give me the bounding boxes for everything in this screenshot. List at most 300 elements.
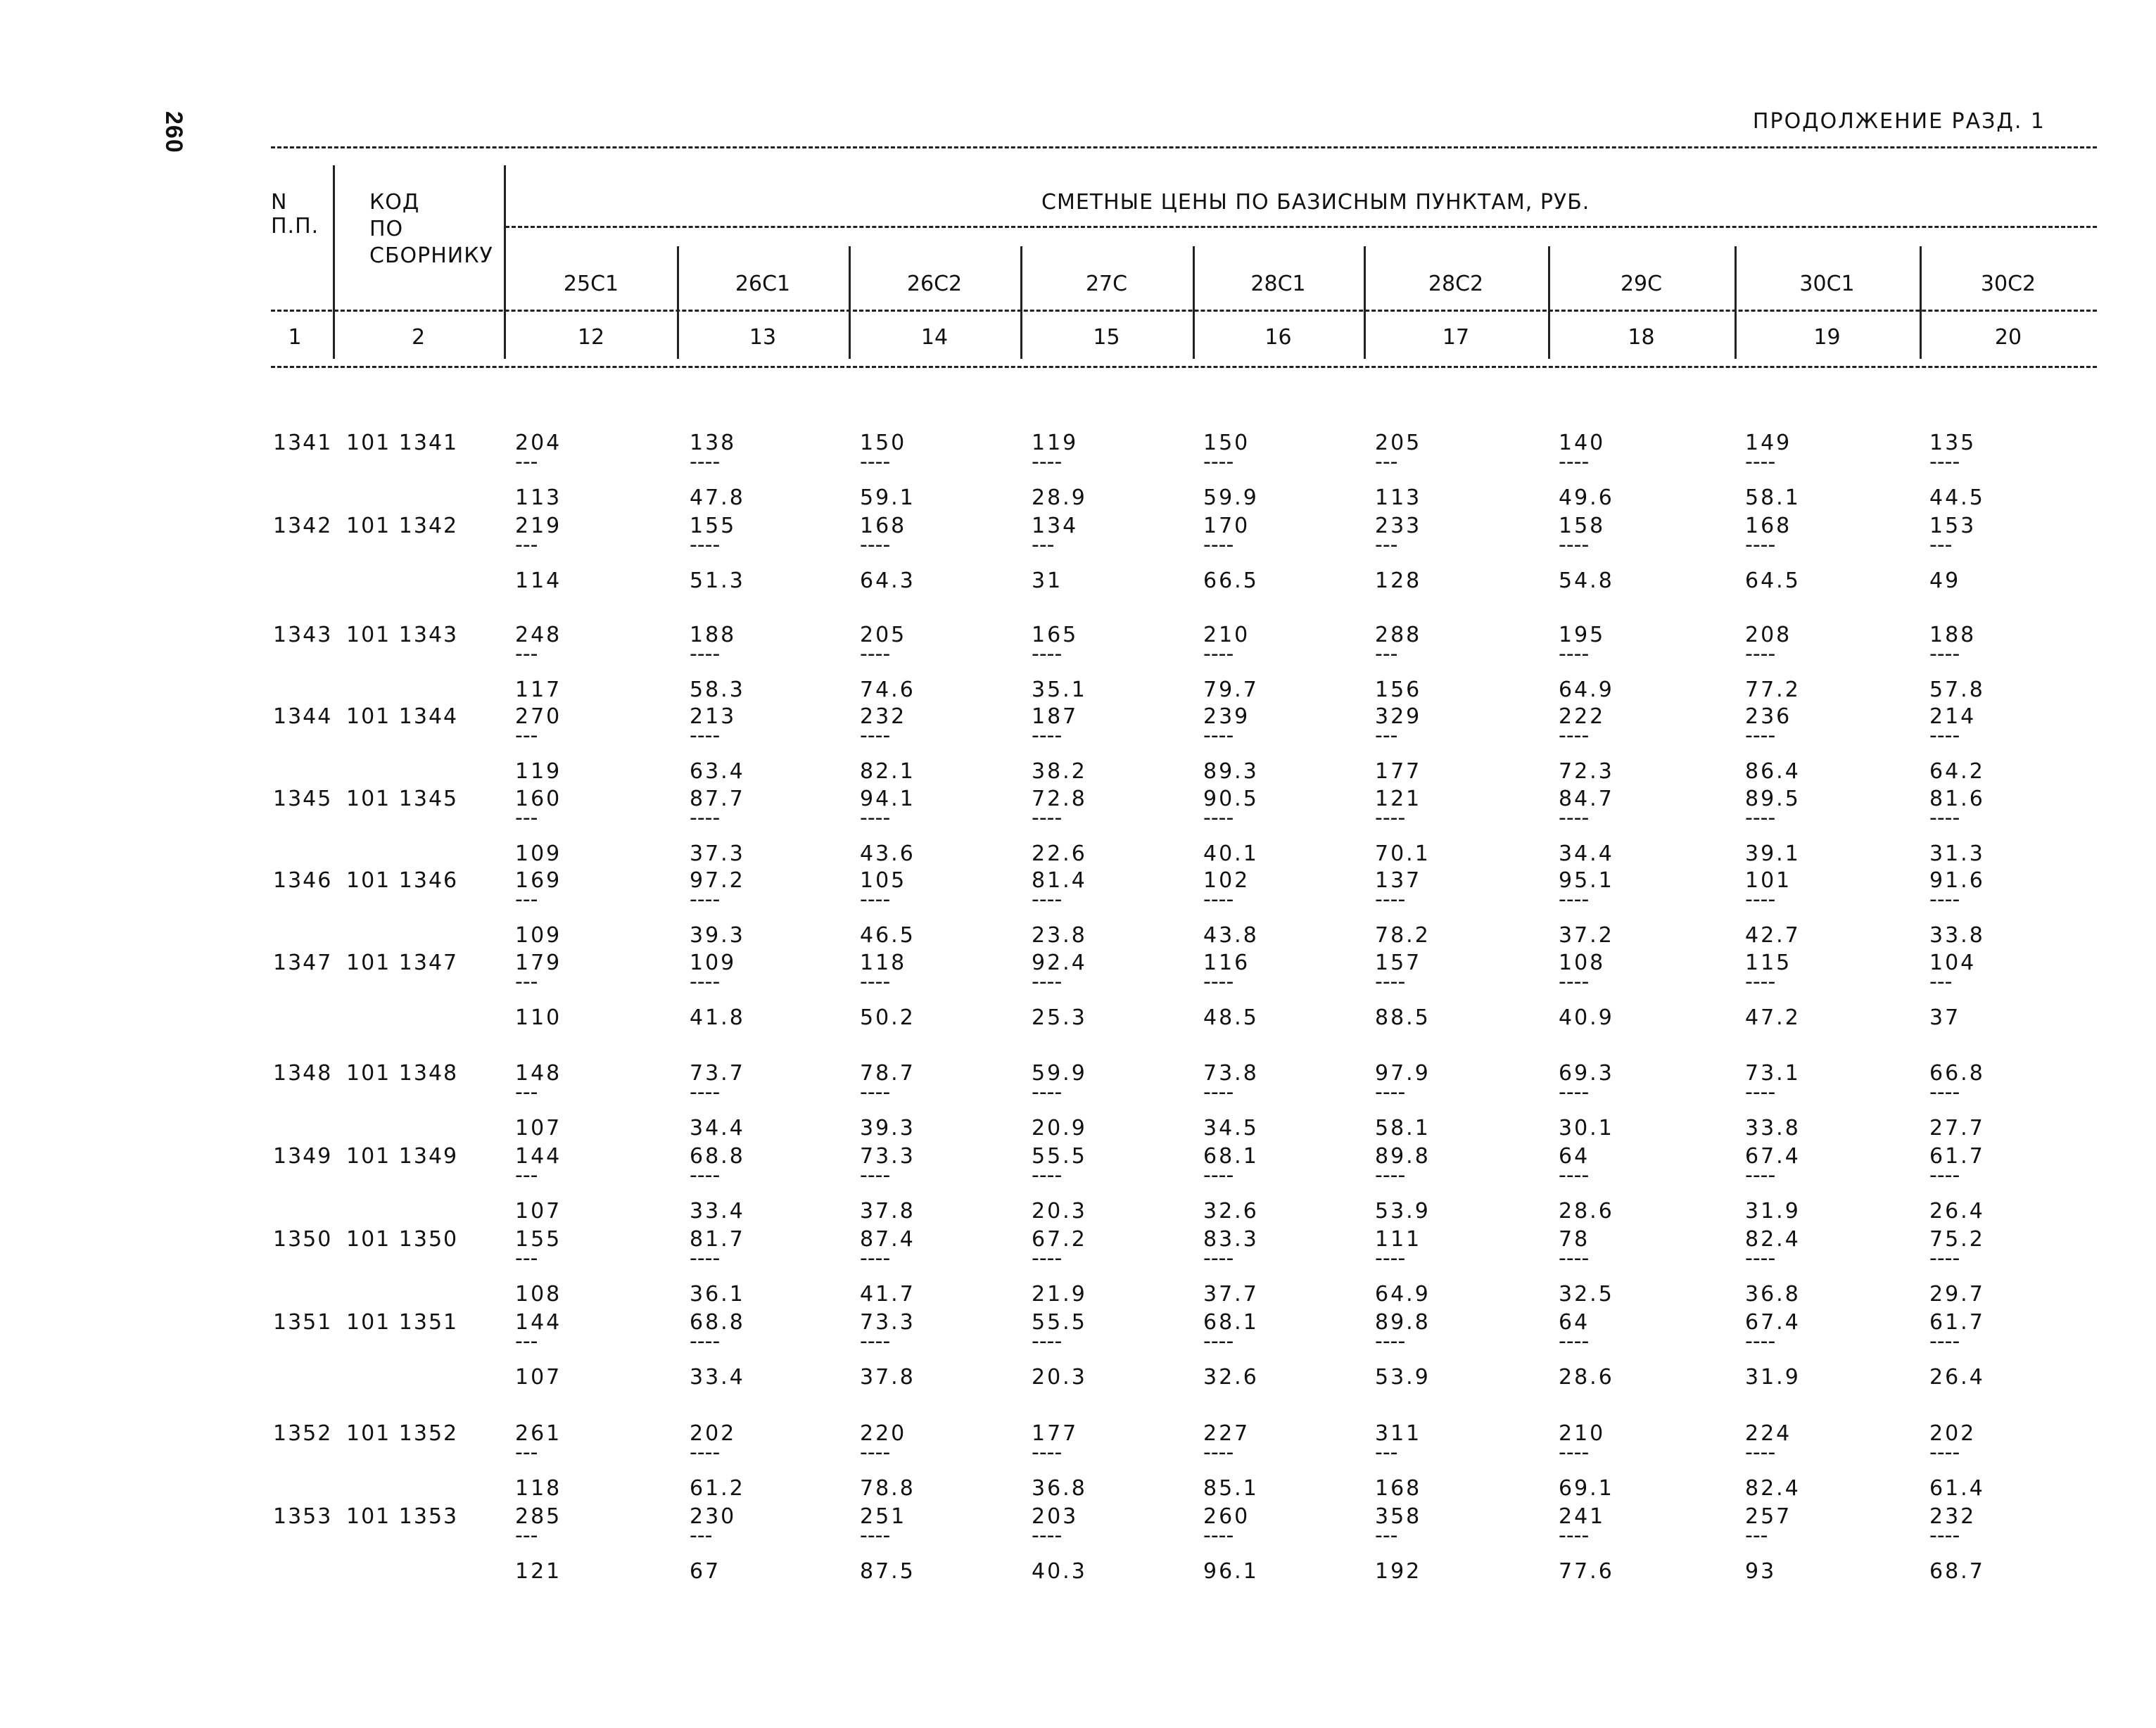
fraction-bar: --- xyxy=(515,1163,538,1188)
fraction-bar: ---- xyxy=(690,723,721,748)
col-code-line1: КОД xyxy=(369,190,420,215)
fraction-bar: ---- xyxy=(1032,1440,1063,1465)
fraction-bar: ---- xyxy=(1203,1329,1234,1354)
price-numerator: 150 xyxy=(860,431,907,455)
price-denominator: 121 xyxy=(515,1559,562,1584)
price-numerator: 91.6 xyxy=(1929,868,1985,893)
fraction-bar: --- xyxy=(1375,1440,1398,1465)
fraction-bar: ---- xyxy=(1745,1329,1776,1354)
price-denominator: 32.5 xyxy=(1559,1282,1614,1307)
price-denominator: 57.8 xyxy=(1929,678,1985,702)
price-denominator: 34.5 xyxy=(1203,1116,1259,1141)
fraction-bar: ---- xyxy=(1559,450,1590,474)
price-numerator: 205 xyxy=(860,623,907,647)
price-denominator: 37 xyxy=(1929,1005,1961,1030)
price-denominator: 40.3 xyxy=(1032,1559,1087,1584)
fraction-bar: ---- xyxy=(1032,450,1063,474)
price-denominator: 37.7 xyxy=(1203,1282,1259,1307)
price-denominator: 118 xyxy=(515,1476,562,1501)
price-numerator: 138 xyxy=(690,431,737,455)
price-numerator: 155 xyxy=(515,1227,562,1252)
price-denominator: 109 xyxy=(515,923,562,948)
price-denominator: 78.2 xyxy=(1375,923,1431,948)
price-denominator: 27.7 xyxy=(1929,1116,1985,1141)
fraction-bar: ---- xyxy=(1559,723,1590,748)
price-numerator: 108 xyxy=(1559,951,1606,975)
price-denominator: 58.1 xyxy=(1375,1116,1431,1141)
fraction-bar: ---- xyxy=(1745,1246,1776,1271)
fraction-bar: ---- xyxy=(1559,970,1590,994)
price-numerator: 111 xyxy=(1375,1227,1422,1252)
price-numerator: 115 xyxy=(1745,951,1792,975)
price-numerator: 95.1 xyxy=(1559,868,1614,893)
price-numerator: 90.5 xyxy=(1203,787,1259,811)
price-numerator: 248 xyxy=(515,623,562,647)
price-numerator: 177 xyxy=(1032,1421,1079,1446)
price-denominator: 31.3 xyxy=(1929,841,1985,866)
price-denominator: 53.9 xyxy=(1375,1365,1431,1390)
price-denominator: 31.9 xyxy=(1745,1365,1801,1390)
fraction-bar: ---- xyxy=(1375,806,1406,830)
price-denominator: 110 xyxy=(515,1005,562,1030)
price-denominator: 82.1 xyxy=(860,759,915,784)
price-denominator: 44.5 xyxy=(1929,485,1985,510)
price-numerator: 144 xyxy=(515,1144,562,1169)
price-denominator: 37.3 xyxy=(690,841,745,866)
fraction-bar: ---- xyxy=(1203,723,1234,748)
fraction-bar: ---- xyxy=(1375,1163,1406,1188)
price-denominator: 108 xyxy=(515,1282,562,1307)
price-numerator: 158 xyxy=(1559,514,1606,538)
fraction-bar: ---- xyxy=(690,1246,721,1271)
fraction-bar: ---- xyxy=(1032,723,1063,748)
price-numerator: 169 xyxy=(515,868,562,893)
price-numerator: 219 xyxy=(515,514,562,538)
fraction-bar: ---- xyxy=(860,1246,891,1271)
fraction-bar: ---- xyxy=(1745,642,1776,666)
group-rule xyxy=(505,226,2097,228)
price-denominator: 23.8 xyxy=(1032,923,1087,948)
fraction-bar: ---- xyxy=(690,1329,721,1354)
fraction-bar: --- xyxy=(515,1080,538,1105)
row-number: 1350 xyxy=(273,1227,333,1252)
price-numerator: 73.3 xyxy=(860,1144,915,1169)
row-code: 101 1344 xyxy=(346,704,459,729)
row-number: 1352 xyxy=(273,1421,333,1446)
fraction-bar: ---- xyxy=(1559,806,1590,830)
price-denominator: 77.6 xyxy=(1559,1559,1614,1584)
fraction-bar: ---- xyxy=(1375,1246,1406,1271)
price-denominator: 53.9 xyxy=(1375,1199,1431,1224)
price-denominator: 20.9 xyxy=(1032,1116,1087,1141)
price-denominator: 39.3 xyxy=(690,923,745,948)
fraction-bar: ---- xyxy=(1203,970,1234,994)
price-numerator: 92.4 xyxy=(1032,951,1087,975)
row-code: 101 1345 xyxy=(346,787,459,811)
row-code: 101 1349 xyxy=(346,1144,459,1169)
price-denominator: 74.6 xyxy=(860,678,915,702)
price-numerator: 144 xyxy=(515,1310,562,1335)
price-numerator: 89.8 xyxy=(1375,1310,1431,1335)
row-number: 1353 xyxy=(273,1504,333,1529)
price-numerator: 75.2 xyxy=(1929,1227,1985,1252)
row-number: 1342 xyxy=(273,514,333,538)
price-denominator: 39.3 xyxy=(860,1116,915,1141)
price-numerator: 203 xyxy=(1032,1504,1079,1529)
fraction-bar: ---- xyxy=(1929,1523,1960,1548)
row-code: 101 1348 xyxy=(346,1061,459,1086)
fraction-bar: ---- xyxy=(1032,1523,1063,1548)
price-denominator: 50.2 xyxy=(860,1005,915,1030)
price-denominator: 34.4 xyxy=(1559,841,1614,866)
fraction-bar: ---- xyxy=(1203,533,1234,557)
price-numerator: 205 xyxy=(1375,431,1422,455)
fraction-bar: ---- xyxy=(860,887,891,912)
fraction-bar: ---- xyxy=(860,1080,891,1105)
price-numerator: 140 xyxy=(1559,431,1606,455)
price-numerator: 270 xyxy=(515,704,562,729)
price-denominator: 59.1 xyxy=(860,485,915,510)
price-denominator: 20.3 xyxy=(1032,1365,1087,1390)
price-denominator: 156 xyxy=(1375,678,1422,702)
price-numerator: 87.4 xyxy=(860,1227,915,1252)
price-numerator: 134 xyxy=(1032,514,1079,538)
price-denominator: 38.2 xyxy=(1032,759,1087,784)
fraction-bar: ---- xyxy=(860,1440,891,1465)
price-numerator: 81.4 xyxy=(1032,868,1087,893)
fraction-bar: ---- xyxy=(690,1440,721,1465)
fraction-bar: ---- xyxy=(1745,533,1776,557)
fraction-bar: ---- xyxy=(690,970,721,994)
fraction-bar: ---- xyxy=(1032,1163,1063,1188)
price-denominator: 32.6 xyxy=(1203,1199,1259,1224)
price-numerator: 68.1 xyxy=(1203,1310,1259,1335)
fraction-bar: --- xyxy=(515,806,538,830)
price-denominator: 70.1 xyxy=(1375,841,1431,866)
price-denominator: 33.4 xyxy=(690,1365,745,1390)
row-number: 1349 xyxy=(273,1144,333,1169)
price-numerator: 78.7 xyxy=(860,1061,915,1086)
price-denominator: 47.2 xyxy=(1745,1005,1801,1030)
col-code-line3: СБОРНИКУ xyxy=(369,243,493,268)
price-numerator: 105 xyxy=(860,868,907,893)
fraction-bar: ---- xyxy=(1032,1246,1063,1271)
price-denominator: 40.1 xyxy=(1203,841,1259,866)
price-denominator: 107 xyxy=(515,1116,562,1141)
price-numerator: 73.8 xyxy=(1203,1061,1259,1086)
price-denominator: 22.6 xyxy=(1032,841,1087,866)
price-col-header: 26С2 xyxy=(906,272,963,296)
fraction-bar: --- xyxy=(1745,1523,1768,1548)
price-numerator: 170 xyxy=(1203,514,1250,538)
fraction-bar: ---- xyxy=(1929,723,1960,748)
price-denominator: 31.9 xyxy=(1745,1199,1801,1224)
price-numerator: 204 xyxy=(515,431,562,455)
price-numerator: 188 xyxy=(690,623,737,647)
price-denominator: 48.5 xyxy=(1203,1005,1259,1030)
price-denominator: 168 xyxy=(1375,1476,1422,1501)
price-numerator: 81.7 xyxy=(690,1227,745,1252)
price-denominator: 67 xyxy=(690,1559,721,1584)
fraction-bar: ---- xyxy=(690,806,721,830)
price-denominator: 107 xyxy=(515,1199,562,1224)
fraction-bar: ---- xyxy=(1929,1440,1960,1465)
group-title: СМЕТНЫЕ ЦЕНЫ ПО БАЗИСНЫМ ПУНКТАМ, РУБ. xyxy=(1041,190,1590,215)
col-n-line1: N xyxy=(271,190,288,215)
price-denominator: 113 xyxy=(515,485,562,510)
column-number: 20 xyxy=(1994,325,2022,350)
price-numerator: 153 xyxy=(1929,514,1977,538)
price-denominator: 64.5 xyxy=(1745,568,1801,593)
price-numerator: 101 xyxy=(1745,868,1792,893)
fraction-bar: ---- xyxy=(860,450,891,474)
price-denominator: 33.4 xyxy=(690,1199,745,1224)
row-number: 1341 xyxy=(273,431,333,455)
fraction-bar: ---- xyxy=(1745,806,1776,830)
price-denominator: 96.1 xyxy=(1203,1559,1259,1584)
price-denominator: 64.9 xyxy=(1559,678,1614,702)
row-number: 1346 xyxy=(273,868,333,893)
fraction-bar: ---- xyxy=(1032,642,1063,666)
fraction-bar: ---- xyxy=(1032,806,1063,830)
header-mid-rule xyxy=(271,310,2097,312)
price-numerator: 213 xyxy=(690,704,737,729)
fraction-bar: ---- xyxy=(1929,806,1960,830)
price-denominator: 29.7 xyxy=(1929,1282,1985,1307)
price-col-header: 25С1 xyxy=(563,272,619,296)
fraction-bar: ---- xyxy=(1559,1523,1590,1548)
price-denominator: 64.2 xyxy=(1929,759,1985,784)
price-numerator: 148 xyxy=(515,1061,562,1086)
fraction-bar: ---- xyxy=(1203,887,1234,912)
column-number: 18 xyxy=(1628,325,1655,350)
price-denominator: 34.4 xyxy=(690,1116,745,1141)
price-denominator: 35.1 xyxy=(1032,678,1087,702)
price-numerator: 67.4 xyxy=(1745,1310,1801,1335)
price-numerator: 210 xyxy=(1203,623,1250,647)
fraction-bar: ---- xyxy=(1203,1080,1234,1105)
price-denominator: 31 xyxy=(1032,568,1063,593)
column-number: 13 xyxy=(749,325,777,350)
column-number: 1 xyxy=(288,325,302,350)
price-denominator: 40.9 xyxy=(1559,1005,1614,1030)
price-denominator: 25.3 xyxy=(1032,1005,1087,1030)
price-denominator: 78.8 xyxy=(860,1476,915,1501)
price-denominator: 69.1 xyxy=(1559,1476,1614,1501)
fraction-bar: ---- xyxy=(1559,642,1590,666)
price-numerator: 68.8 xyxy=(690,1144,745,1169)
price-denominator: 82.4 xyxy=(1745,1476,1801,1501)
price-numerator: 214 xyxy=(1929,704,1977,729)
price-denominator: 68.7 xyxy=(1929,1559,1985,1584)
price-col-header: 30С1 xyxy=(1799,272,1855,296)
fraction-bar: ---- xyxy=(1203,1523,1234,1548)
price-denominator: 72.3 xyxy=(1559,759,1614,784)
price-numerator: 224 xyxy=(1745,1421,1792,1446)
price-col-header: 27С xyxy=(1085,272,1128,296)
price-denominator: 66.5 xyxy=(1203,568,1259,593)
price-col-header: 29С xyxy=(1620,272,1663,296)
fraction-bar: ---- xyxy=(860,806,891,830)
fraction-bar: --- xyxy=(1375,533,1398,557)
price-numerator: 69.3 xyxy=(1559,1061,1614,1086)
price-numerator: 179 xyxy=(515,951,562,975)
fraction-bar: ---- xyxy=(1745,723,1776,748)
fraction-bar: ---- xyxy=(690,887,721,912)
column-number: 14 xyxy=(920,325,949,350)
price-numerator: 329 xyxy=(1375,704,1422,729)
fraction-bar: ---- xyxy=(1375,1080,1406,1105)
price-numerator: 165 xyxy=(1032,623,1079,647)
price-numerator: 195 xyxy=(1559,623,1606,647)
price-col-header: 28С2 xyxy=(1428,272,1484,296)
price-denominator: 33.8 xyxy=(1745,1116,1801,1141)
fraction-bar: --- xyxy=(690,1523,713,1548)
price-numerator: 285 xyxy=(515,1504,562,1529)
fraction-bar: --- xyxy=(515,887,538,912)
fraction-bar: ---- xyxy=(1203,1163,1234,1188)
fraction-bar: ---- xyxy=(1375,970,1406,994)
row-number: 1343 xyxy=(273,623,333,647)
price-denominator: 54.8 xyxy=(1559,568,1614,593)
price-denominator: 37.2 xyxy=(1559,923,1614,948)
row-code: 101 1341 xyxy=(346,431,459,455)
price-numerator: 202 xyxy=(1929,1421,1977,1446)
fraction-bar: ---- xyxy=(1929,887,1960,912)
price-denominator: 79.7 xyxy=(1203,678,1259,702)
price-numerator: 260 xyxy=(1203,1504,1250,1529)
fraction-bar: ---- xyxy=(1559,1246,1590,1271)
fraction-bar: ---- xyxy=(1745,1080,1776,1105)
price-numerator: 168 xyxy=(860,514,907,538)
fraction-bar: ---- xyxy=(1559,887,1590,912)
price-numerator: 83.3 xyxy=(1203,1227,1259,1252)
row-code: 101 1343 xyxy=(346,623,459,647)
price-numerator: 261 xyxy=(515,1421,562,1446)
row-number: 1347 xyxy=(273,951,333,975)
row-code: 101 1350 xyxy=(346,1227,459,1252)
price-numerator: 97.9 xyxy=(1375,1061,1431,1086)
price-denominator: 128 xyxy=(1375,568,1422,593)
price-denominator: 46.5 xyxy=(860,923,915,948)
fraction-bar: --- xyxy=(1032,533,1055,557)
price-numerator: 78 xyxy=(1559,1227,1590,1252)
price-denominator: 36.8 xyxy=(1745,1282,1801,1307)
header-top-rule xyxy=(271,146,2097,148)
fraction-bar: --- xyxy=(515,723,538,748)
price-numerator: 222 xyxy=(1559,704,1606,729)
fraction-bar: --- xyxy=(1375,450,1398,474)
row-number: 1345 xyxy=(273,787,333,811)
price-numerator: 137 xyxy=(1375,868,1422,893)
price-numerator: 149 xyxy=(1745,431,1792,455)
fraction-bar: ---- xyxy=(690,642,721,666)
row-code: 101 1347 xyxy=(346,951,459,975)
price-numerator: 67.2 xyxy=(1032,1227,1087,1252)
fraction-bar: ---- xyxy=(1559,1163,1590,1188)
price-numerator: 73.3 xyxy=(860,1310,915,1335)
price-denominator: 192 xyxy=(1375,1559,1422,1584)
price-numerator: 358 xyxy=(1375,1504,1422,1529)
fraction-bar: ---- xyxy=(1745,970,1776,994)
price-denominator: 64.9 xyxy=(1375,1282,1431,1307)
price-numerator: 241 xyxy=(1559,1504,1606,1529)
header-bottom-rule xyxy=(271,366,2097,368)
fraction-bar: ---- xyxy=(1203,1246,1234,1271)
price-numerator: 67.4 xyxy=(1745,1144,1801,1169)
price-numerator: 81.6 xyxy=(1929,787,1985,811)
price-numerator: 121 xyxy=(1375,787,1422,811)
price-numerator: 202 xyxy=(690,1421,737,1446)
price-numerator: 64 xyxy=(1559,1144,1590,1169)
price-numerator: 89.8 xyxy=(1375,1144,1431,1169)
price-denominator: 59.9 xyxy=(1203,485,1259,510)
price-numerator: 257 xyxy=(1745,1504,1792,1529)
fraction-bar: --- xyxy=(1929,970,1953,994)
price-denominator: 93 xyxy=(1745,1559,1777,1584)
price-numerator: 288 xyxy=(1375,623,1422,647)
fraction-bar: ---- xyxy=(860,970,891,994)
price-numerator: 208 xyxy=(1745,623,1792,647)
price-denominator: 37.8 xyxy=(860,1199,915,1224)
column-number: 17 xyxy=(1442,325,1470,350)
price-denominator: 41.8 xyxy=(690,1005,745,1030)
fraction-bar: ---- xyxy=(1559,1329,1590,1354)
price-numerator: 66.8 xyxy=(1929,1061,1985,1086)
price-numerator: 68.8 xyxy=(690,1310,745,1335)
price-numerator: 239 xyxy=(1203,704,1250,729)
fraction-bar: --- xyxy=(515,1523,538,1548)
price-numerator: 55.5 xyxy=(1032,1144,1087,1169)
price-col-header: 30С2 xyxy=(1980,272,2036,296)
fraction-bar: ---- xyxy=(1203,450,1234,474)
row-code: 101 1353 xyxy=(346,1504,459,1529)
price-denominator: 36.1 xyxy=(690,1282,745,1307)
price-numerator: 157 xyxy=(1375,951,1422,975)
price-numerator: 135 xyxy=(1929,431,1977,455)
fraction-bar: ---- xyxy=(1203,642,1234,666)
fraction-bar: --- xyxy=(1929,533,1953,557)
row-number: 1351 xyxy=(273,1310,333,1335)
price-numerator: 68.1 xyxy=(1203,1144,1259,1169)
fraction-bar: ---- xyxy=(1929,450,1960,474)
price-denominator: 30.1 xyxy=(1559,1116,1614,1141)
fraction-bar: ---- xyxy=(860,1329,891,1354)
price-denominator: 89.3 xyxy=(1203,759,1259,784)
fraction-bar: ---- xyxy=(860,533,891,557)
column-number: 16 xyxy=(1264,325,1292,350)
fraction-bar: ---- xyxy=(690,1080,721,1105)
price-numerator: 236 xyxy=(1745,704,1792,729)
fraction-bar: ---- xyxy=(1745,450,1776,474)
price-denominator: 109 xyxy=(515,841,562,866)
price-denominator: 43.6 xyxy=(860,841,915,866)
fraction-bar: --- xyxy=(515,970,538,994)
price-numerator: 227 xyxy=(1203,1421,1250,1446)
fraction-bar: ---- xyxy=(690,533,721,557)
price-numerator: 72.8 xyxy=(1032,787,1087,811)
price-numerator: 104 xyxy=(1929,951,1977,975)
price-numerator: 102 xyxy=(1203,868,1250,893)
price-denominator: 61.4 xyxy=(1929,1476,1985,1501)
fraction-bar: ---- xyxy=(1032,970,1063,994)
price-denominator: 26.4 xyxy=(1929,1365,1985,1390)
fraction-bar: --- xyxy=(1375,723,1398,748)
fraction-bar: ---- xyxy=(1745,1163,1776,1188)
price-denominator: 33.8 xyxy=(1929,923,1985,948)
price-numerator: 82.4 xyxy=(1745,1227,1801,1252)
page-number: 260 xyxy=(160,111,187,153)
